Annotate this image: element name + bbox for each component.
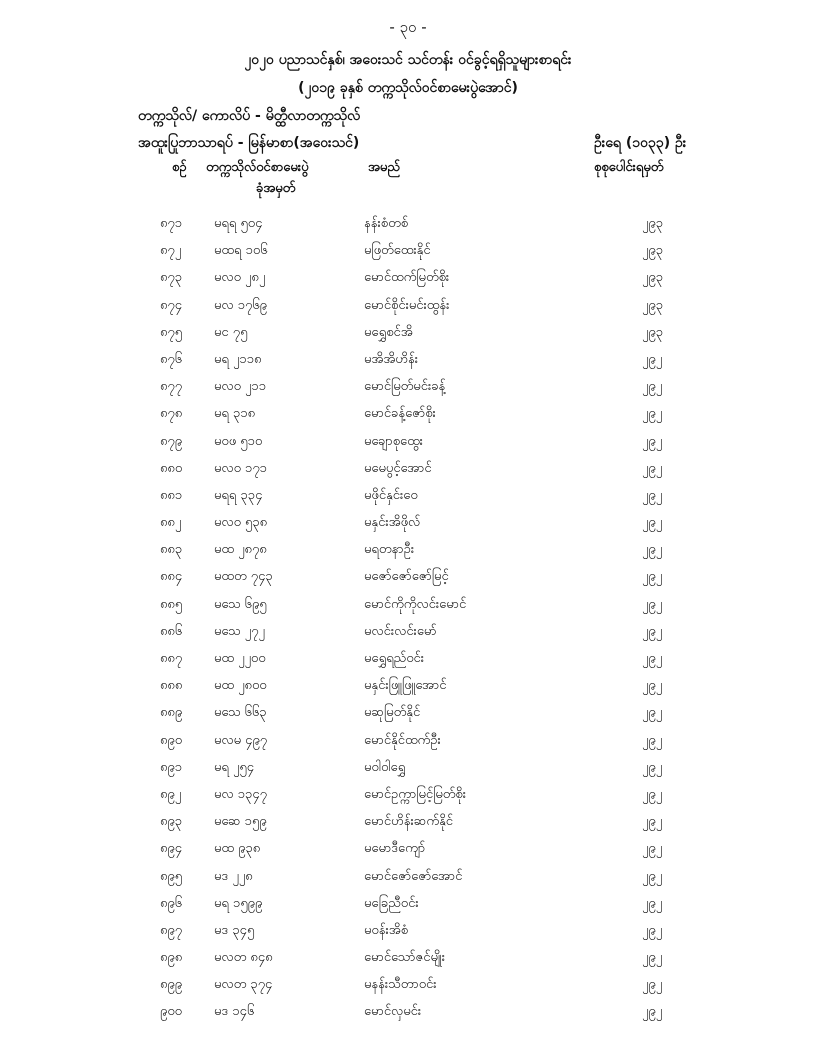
table-row — [0, 918, 816, 945]
table-row — [0, 320, 816, 347]
total-marks: ၂၉၃ — [642, 324, 664, 340]
candidate-name: မောင်ဇော်ဇော်အောင် — [364, 868, 463, 884]
roll-number: မထ ၂၈၀၀ — [214, 678, 267, 694]
row-number: ၈၈၆ — [160, 623, 183, 639]
candidate-name: မဇော်ဇော်ဇော်မြင့် — [364, 569, 449, 585]
total-marks: ၂၉၂ — [642, 868, 663, 884]
roll-number: မထရ ၁၀၆ — [214, 243, 268, 259]
row-number: ၈၈၂ — [160, 515, 182, 531]
roll-number: မဆေ ၁၅၉ — [214, 814, 267, 830]
total-marks: ၂၉၂ — [642, 1004, 663, 1020]
table-row — [0, 537, 816, 564]
candidate-name: မောင်မြတ်မင်းခန့် — [364, 379, 446, 395]
candidate-name: မနှင်းဖြူဖြူအောင် — [364, 678, 447, 694]
candidate-name: မောင်နိုင်ထက်ဦး — [364, 732, 441, 748]
candidate-name: မောင်လှမင်း — [364, 1004, 422, 1020]
total-marks: ၂၉၂ — [642, 651, 663, 666]
table-row — [0, 728, 816, 755]
total-marks: ၂၉၂ — [642, 759, 663, 775]
column-header-roll: တက္ကသိုလ်ဝင်စာမေးပွဲ — [206, 160, 309, 175]
total-marks: ၂၉၃ — [642, 243, 664, 259]
total-marks: ၂၉၃ — [642, 297, 664, 313]
candidate-name: မဝန်းအိစံ — [364, 922, 409, 938]
roll-number: မရရ ၃၃၄ — [214, 487, 263, 503]
row-number: ၈၈၈ — [160, 678, 183, 694]
candidate-name: မရွှေရည်ဝင်း — [364, 651, 425, 666]
row-number: ၈၉၈ — [160, 950, 183, 966]
table-row — [0, 972, 816, 999]
total-marks: ၂၉၂ — [642, 786, 663, 802]
candidate-name: မရတနာဦး — [364, 542, 415, 558]
total-marks: ၂၉၂ — [642, 977, 663, 993]
table-row — [0, 347, 816, 374]
roll-number: မထ ၂၈၇၈ — [214, 542, 267, 558]
roll-number: မရ ၁၅၉၉ — [214, 895, 263, 911]
roll-number: မလ ၁၇၆၉ — [214, 297, 267, 313]
row-number: ၈၈၅ — [160, 596, 183, 612]
university-line: တက္ကသိုလ်/ ကောလိပ် - မိတ္ထီလာတက္ကသိုလ် — [138, 108, 361, 124]
roll-number: မသေ ၆၆၃ — [214, 705, 267, 721]
candidate-name: မောင်ဥက္ကာမြင့်မြတ်စိုး — [364, 786, 467, 802]
results-table — [0, 211, 816, 1027]
table-row — [0, 809, 816, 836]
candidate-name: မောင်သော်ဇင်မျိုး — [364, 950, 446, 966]
page-number: - ၃၀ - — [389, 18, 427, 36]
roll-number: မလတ ၃၇၄ — [214, 977, 273, 993]
roll-number: မရ ၂၁၁၈ — [214, 351, 262, 367]
roll-number: မလဝ ၂၁၁ — [214, 379, 267, 395]
total-count: ဦးရေ (၁၀၃၃) ဦး — [594, 135, 687, 151]
row-number: ၈၉၉ — [160, 977, 183, 993]
table-row — [0, 999, 816, 1026]
total-marks: ၂၉၂ — [642, 814, 663, 830]
roll-number: မထ ၉၃၈ — [214, 841, 261, 857]
column-header-marks: စုစုပေါင်းရမှတ် — [594, 160, 664, 175]
table-row — [0, 564, 816, 591]
row-number: ၈၉၅ — [160, 868, 183, 884]
row-number: ၈၇၉ — [160, 433, 183, 449]
row-number: ၈၉၂ — [160, 786, 182, 802]
row-number: ၈၉၆ — [160, 895, 183, 911]
table-row — [0, 945, 816, 972]
total-marks: ၂၉၂ — [642, 623, 663, 639]
roll-number: မဒ ၁၄၆ — [214, 1004, 255, 1020]
row-number: ၈၈၀ — [160, 460, 183, 476]
row-number: ၈၇၅ — [160, 324, 183, 340]
roll-number: မလဝ ၂၈၂ — [214, 270, 266, 286]
roll-number: မလဝ ၁၇၁ — [214, 460, 267, 476]
total-marks: ၂၉၂ — [642, 542, 663, 558]
row-number: ၈၉၁ — [160, 759, 183, 775]
row-number: ၈၇၈ — [160, 406, 183, 422]
column-header-roll-line2: ခုံအမှတ် — [256, 181, 296, 196]
row-number: ၈၈၄ — [160, 569, 183, 585]
candidate-name: မောင်ကိုကိုလင်းမောင် — [364, 596, 467, 612]
table-row — [0, 891, 816, 918]
row-number: ၈၇၃ — [160, 270, 183, 286]
roll-number: မရ ၂၅၄ — [214, 759, 255, 775]
document-title: ၂၀၂၀ ပညာသင်နှစ်၊ အဝေးသင် သင်တန်း ဝင်ခွင့်ရရှိသူများစာရင်း — [244, 52, 572, 68]
candidate-name: မောင်ခန့်ဇော်စိုး — [364, 406, 436, 422]
candidate-name: မမေပွင့်အောင် — [364, 460, 432, 476]
roll-number: မထတ ၇၄၃ — [214, 569, 273, 585]
roll-number: မဒ ၃၄၅ — [214, 922, 255, 938]
candidate-name: မောင်ထက်မြတ်စိုး — [364, 270, 450, 286]
roll-number: မလဝ ၅၃၈ — [214, 515, 268, 531]
row-number: ၈၉၄ — [160, 841, 183, 857]
total-marks: ၂၉၂ — [642, 487, 663, 503]
row-number: ၉၀၀ — [160, 1004, 182, 1020]
table-row — [0, 782, 816, 809]
total-marks: ၂၉၂ — [642, 406, 663, 422]
total-marks: ၂၉၂ — [642, 895, 663, 911]
column-header-name: အမည် — [368, 160, 400, 175]
row-number: ၈၇၄ — [160, 297, 183, 313]
total-marks: ၂၉၂ — [642, 460, 663, 476]
table-row — [0, 592, 816, 619]
subject-line: အထူးပြုဘာသာရပ် - မြန်မာစာ(အဝေးသင်) — [138, 135, 360, 151]
roll-number: မလတ ၈၄၈ — [214, 950, 273, 966]
roll-number: မထ ၂၂၀၀ — [214, 651, 266, 666]
row-number: ၈၈၇ — [160, 651, 183, 666]
roll-number: မဝဖ ၅၁၀ — [214, 433, 263, 449]
total-marks: ၂၉၂ — [642, 922, 663, 938]
table-row — [0, 293, 816, 320]
roll-number: မလမ ၄၉၇ — [214, 732, 268, 748]
candidate-name: မလင်းလင်းမော် — [364, 623, 437, 639]
roll-number: မရ ၃၁၈ — [214, 406, 256, 422]
roll-number: မဒ ၂၂၈ — [214, 868, 253, 884]
total-marks: ၂၉၂ — [642, 351, 663, 367]
candidate-name: မဖြတ်ထေးနိုင် — [364, 243, 431, 259]
row-number: ၈၇၇ — [160, 379, 183, 395]
total-marks: ၂၉၃ — [642, 216, 664, 231]
candidate-name: မရွှေစင်အိ — [364, 324, 413, 340]
total-marks: ၂၉၂ — [642, 515, 663, 531]
table-row — [0, 456, 816, 483]
row-number: ၈၈၁ — [160, 487, 183, 503]
table-row — [0, 429, 816, 456]
row-number: ၈၈၉ — [160, 705, 183, 721]
table-row — [0, 700, 816, 727]
candidate-name: မမောဒီကျော် — [364, 841, 426, 857]
row-number: ၈၉၃ — [160, 814, 183, 830]
total-marks: ၂၉၂ — [642, 841, 663, 857]
total-marks: ၂၉၂ — [642, 678, 663, 694]
row-number: ၈၉၀ — [160, 732, 183, 748]
total-marks: ၂၉၂ — [642, 950, 663, 966]
candidate-name: မခြေညီဝင်း — [364, 895, 419, 911]
total-marks: ၂၉၂ — [642, 569, 663, 585]
table-row — [0, 374, 816, 401]
document-subtitle: (၂၀၁၉ ခုနှစ် တက္ကသိုလ်ဝင်စာမေးပွဲအောင်) — [298, 80, 518, 96]
table-row — [0, 646, 816, 673]
roll-number: မင ၇၅ — [214, 324, 248, 340]
candidate-name: မဝါဝါရွှေ — [364, 759, 406, 775]
roll-number: မလ ၁၃၄၇ — [214, 786, 267, 802]
roll-number: မရရ ၅၀၄ — [214, 216, 263, 231]
total-marks: ၂၉၃ — [642, 270, 664, 286]
row-number: ၈၈၃ — [160, 542, 183, 558]
row-number: ၈၉၇ — [160, 922, 183, 938]
total-marks: ၂၉၂ — [642, 433, 663, 449]
candidate-name: မောင်စိုင်းမင်းထွန်း — [364, 297, 450, 313]
table-row — [0, 619, 816, 646]
table-row — [0, 864, 816, 891]
table-row — [0, 510, 816, 537]
table-row — [0, 238, 816, 265]
row-number: ၈၇၂ — [160, 243, 182, 259]
candidate-name: မဖိုင်နှင်းဝေ — [364, 487, 418, 503]
total-marks: ၂၉၂ — [642, 379, 663, 395]
candidate-name: နန်းစံတစ် — [364, 216, 409, 231]
candidate-name: မနှင်းအိဖိုလ် — [364, 515, 421, 531]
table-row — [0, 265, 816, 292]
roll-number: မသေ ၂၇၂ — [214, 623, 265, 639]
candidate-name: မဆုမြတ်နိုင် — [364, 705, 421, 721]
table-row — [0, 401, 816, 428]
table-row — [0, 755, 816, 782]
total-marks: ၂၉၂ — [642, 732, 663, 748]
row-number: ၈၇၁ — [160, 216, 183, 231]
total-marks: ၂၉၂ — [642, 705, 663, 721]
candidate-name: မအိအိဟိန်း — [364, 351, 419, 367]
total-marks: ၂၉၂ — [642, 596, 663, 612]
candidate-name: မနန်းသီတာဝင်း — [364, 977, 437, 993]
row-number: ၈၇၆ — [160, 351, 183, 367]
table-row — [0, 483, 816, 510]
table-row — [0, 836, 816, 863]
candidate-name: မောင်ဟိန်းဆက်နိုင် — [364, 814, 454, 830]
table-row — [0, 673, 816, 700]
candidate-name: မချောစုထွေး — [364, 433, 423, 449]
column-header-no: စဉ် — [172, 160, 187, 175]
roll-number: မသေ ၆၉၅ — [214, 596, 267, 612]
table-row — [0, 211, 816, 238]
